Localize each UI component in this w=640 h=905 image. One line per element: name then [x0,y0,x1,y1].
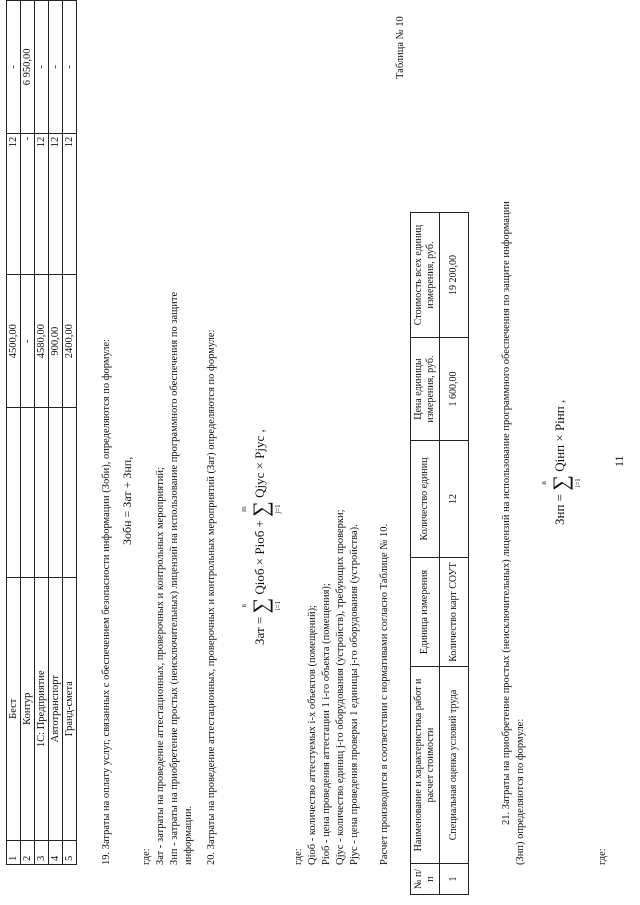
table-row [7,1,21,865]
sigma-symbol-2: ∑ [248,501,273,517]
table-header-cell: Количество единиц [411,441,440,558]
formula-21-term: Qiнп × Piнп , [551,399,567,472]
definition-znp-2: информации. [183,805,194,865]
calc-note: Расчет производится в соответствии с нормативами согласно Таблице № 10. [379,523,390,865]
table-cell-n: 2 [21,840,35,864]
table-header-cell: Наименование и характеристика работ и расчет стоимости [411,667,440,864]
table-cell-name: Гранд-смета [63,577,77,840]
sum-lower-j: j=1 [274,504,282,514]
table-cell-c4: 4500,00 [7,275,21,408]
definition-q-ob: Qiоб - количество аттестуемых i-х объектов (помещений); [307,605,318,865]
table-cell-c3 [7,408,21,578]
paragraph-19: 19. Затраты на оплату услуг, связанных с обеспечением безопасности информации (Зоби), определяются по формуле: [101,338,112,865]
sum-upper-n-21: n [540,481,548,485]
table-cell-c6: - [7,1,21,134]
where-label-1: где: [141,848,152,865]
table-cell-c6: - [63,1,77,134]
table-cell: 19 200,00 [440,213,469,338]
table-cell-name: 1С: Предприятие [35,577,49,840]
table-10 [410,212,469,895]
table-cell-c5: 12 [35,133,49,274]
sigma-symbol-1: ∑ [248,597,273,614]
table-cell-name: Контур [21,577,35,840]
table-cell-c3 [63,408,77,578]
table-cell-c5: 12 [7,133,21,274]
paragraph-20: 20. Затраты на проведение аттестационных, проверочных и контрольных мероприятий (Зат) определяются по формуле: [206,329,217,865]
table-header-row [411,213,440,895]
table-header-cell: Стоимость всех единиц измерения, руб. [411,213,440,338]
table-cell-c5: 12 [63,133,77,274]
page-number: 11 [612,455,626,467]
table-cell: Количество карт СОУТ [440,558,469,667]
table-row [49,1,63,865]
table-cell: 1 [440,864,469,895]
where-label-3: где: [597,848,608,865]
formula-21-lhs: Знп = [551,493,567,525]
sum-lower-i-21: i=1 [574,478,582,488]
table-cell-c5: 12 [49,133,63,274]
table-cell-c4: 900,00 [49,275,63,408]
table-cell-c6: 6 950,00 [21,1,35,134]
table-cell-c5: - [21,133,35,274]
table-row [21,1,35,865]
table-cell-n: 4 [49,840,63,864]
paragraph-21-line2: (Знп) определяются по формуле: [515,718,526,865]
table-row [35,1,49,865]
sum-upper-n: n [240,603,248,608]
table-header-cell: № п/п [411,864,440,895]
table-cell-n: 5 [63,840,77,864]
table-cell-c4: 4580,00 [35,275,49,408]
table-header-cell: Единица измерения [411,558,440,667]
sum-lower-i: i=1 [274,600,282,611]
table-cell-name: Бест [7,577,21,840]
table-row [63,1,77,865]
formula-19: Зобн = Зат + Знп, [120,456,134,545]
table-cell-c4: 2400,00 [63,275,77,408]
table-cell-c3 [49,408,63,578]
table-cell-c3 [21,408,35,578]
definition-p-us: Pjус - цена проведения проверки 1 единицы j-го оборудования (устройства). [349,524,360,865]
formula-20-term-2: Qjус × Pjус , [251,429,267,498]
table-cell-n: 3 [35,840,49,864]
formula-20-lhs: Зат = [251,616,267,645]
table-cell-c4: - [21,275,35,408]
definition-q-us: Qjус - количество единиц j-го оборудования (устройств), требующих проверки; [335,509,346,865]
table-software [6,0,77,865]
formula-20 [240,429,282,645]
table-cell: Специальная оценка условий труда [440,667,469,864]
definition-zat: Зат - затраты на проведение аттестационных, проверочных и контрольных мероприятий; [155,467,166,865]
sigma-symbol-3: ∑ [548,475,573,491]
formula-20-term-1: Qiоб × Piоб + [251,520,267,595]
definition-znp-1: Знп - затраты на приобретение простых (неисключительных) лицензий на использование программного обеспечения по защите [169,291,180,865]
table-cell-name: Автотранспорт [49,577,63,840]
table-cell-c6: - [35,1,49,134]
table-cell-c6: - [49,1,63,134]
table-cell-c3 [35,408,49,578]
table10-caption: Таблица № 10 [395,16,406,79]
definition-p-ob: Piоб - цена проведения аттестации 1 i-го объекта (помещения); [321,583,332,865]
table-header-cell: Цена единицы измерения, руб. [411,338,440,441]
table-cell: 1 600,00 [440,338,469,441]
sum-upper-m: m [240,506,248,512]
formula-21 [540,400,582,525]
table-cell: 12 [440,441,469,558]
table-cell-n: 1 [7,840,21,864]
paragraph-21-line1: 21. Затраты на приобретение простых (неисключительных) лицензий на использование программного обеспечения по защите информации [501,201,512,825]
table-row [440,213,469,895]
where-label-2: где: [293,848,304,865]
